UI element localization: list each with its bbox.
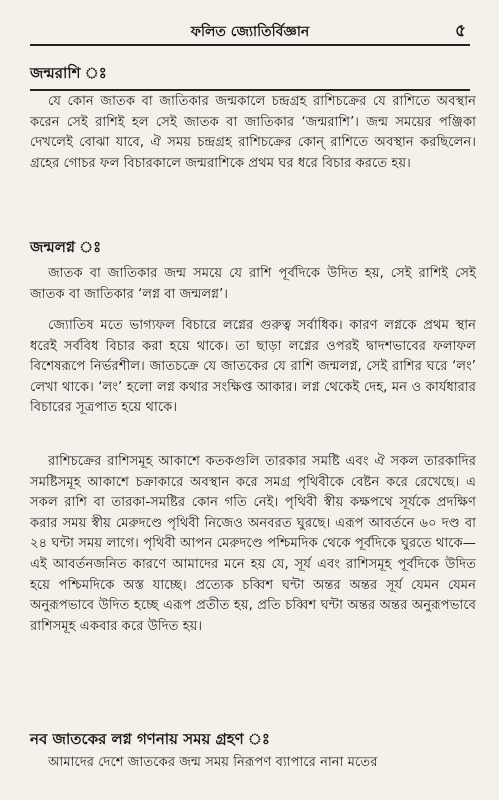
section-heading-janmalagna [30, 236, 101, 261]
paragraph: আমাদের দেশে জাতকের জন্ম সময় নিরূপণ ব্যাপারে নানা মতের [48, 755, 378, 770]
heading-underline [30, 89, 470, 91]
section-heading-text: জন্মলগ্ন ঃ [30, 238, 102, 256]
section-heading-text: জন্মরাশি ঃ [30, 64, 107, 82]
page-number: ৫ [454, 21, 466, 41]
section-heading-lagna-ganana [30, 728, 270, 753]
running-title: ফলিত জ্যোতির্বিজ্ঞান [190, 24, 310, 40]
paragraph: জ্যোতিষ মতে ভাগ্যফল বিচারে লগ্নের গুরুত্ব সর্বাধিক। কারণ লগ্নকে প্রথম স্থান ধরেই সর্ববিধ বিচার করা হয়ে থাকে। তা ছাড়া লগ্নের ওপরই দ্বাদশভাবের ফলাফল বিশেষরূপে নির্ভরশীল। জাতচক্রে যে জাতকের যে রাশি জন্মলগ্ন, সেই রাশির ঘরে ‘লং’ লেখা থাকে। ‘লং’ হলো লগ্ন কথার সংক্ষিপ্ত আকার। লগ্ন থেকেই দেহ, মন ও কার্যধারার বিচারের সূত্রপাত হয়ে থাকে। [30, 318, 476, 416]
section-heading-text: নব জাতকের লগ্ন গণনায় সময় গ্রহণ ঃ [30, 730, 270, 748]
paragraph: রাশিচক্রের রাশিসমূহ আকাশে কতকগুলি তারকার সমষ্টি এবং ঐ সকল তারকাদির সমষ্টিসমূহ আকাশে চক্রাকারে অবস্থান করে সমগ্র পৃথিবীকে বেষ্টন করে রেখেছে। এ সকল রাশি বা তারকা-সমষ্টির কোন গতি নেই। পৃথিবী স্বীয় কক্ষপথে সূর্যকে প্রদক্ষিণ করার সময় স্বীয় মেরুদণ্ডে পৃথিবী নিজেও অনবরত ঘুরছে। এরূপ আবর্তনে ৬০ দণ্ড বা ২৪ ঘন্টা সময় লাগে। পৃথিবী আপন মেরুদণ্ডে পশ্চিমদিক থেকে পূর্বদিকে ঘুরতে থাকে—এই আবর্তনজনিত কারণে আমাদের মনে হয় যে, সূর্য এবং রাশিসমূহ পূর্বদিকে উদিত হয়ে পশ্চিমদিকে অস্ত যাচ্ছে। প্রত্যেক চব্বিশ ঘন্টা অন্তর অন্তর সূর্য যেমন যেমন অনুরূপভাবে উদিত হচ্ছে এরূপ প্রতীত হয়, প্রতি চব্বিশ ঘন্টা অন্তর অন্তর অনুরূপভাবে রাশিসমূহ একবার করে উদিত হয়। [30, 454, 476, 634]
paragraph: জাতক বা জাতিকার জন্ম সময়ে যে রাশি পূর্বদিকে উদিত হয়, সেই রাশিই সেই জাতক বা জাতিকার ‘লগ্ন বা জন্মলগ্ন’। [30, 266, 476, 302]
page-header [30, 18, 470, 46]
section-heading-janmarashi [30, 62, 470, 91]
paragraph: যে কোন জাতক বা জাতিকার জন্মকালে চন্দ্রগ্রহ রাশিচক্রের যে রাশিতে অবস্থান করেন সেই রাশিই হল সেই জাতক বা জাতিকার ‘জন্মরাশি’। জন্ম সময়ের পঞ্জিকা দেখলেই বোঝা যাবে, ঐ সময় চন্দ্রগ্রহ রাশিচক্রের কোন্ রাশিতে অবস্থান করছিলেন। গ্রহের গোচর ফল বিচারকালে জন্মরাশিকে প্রথম ঘর ধরে বিচার করতে হয়। [30, 94, 476, 171]
